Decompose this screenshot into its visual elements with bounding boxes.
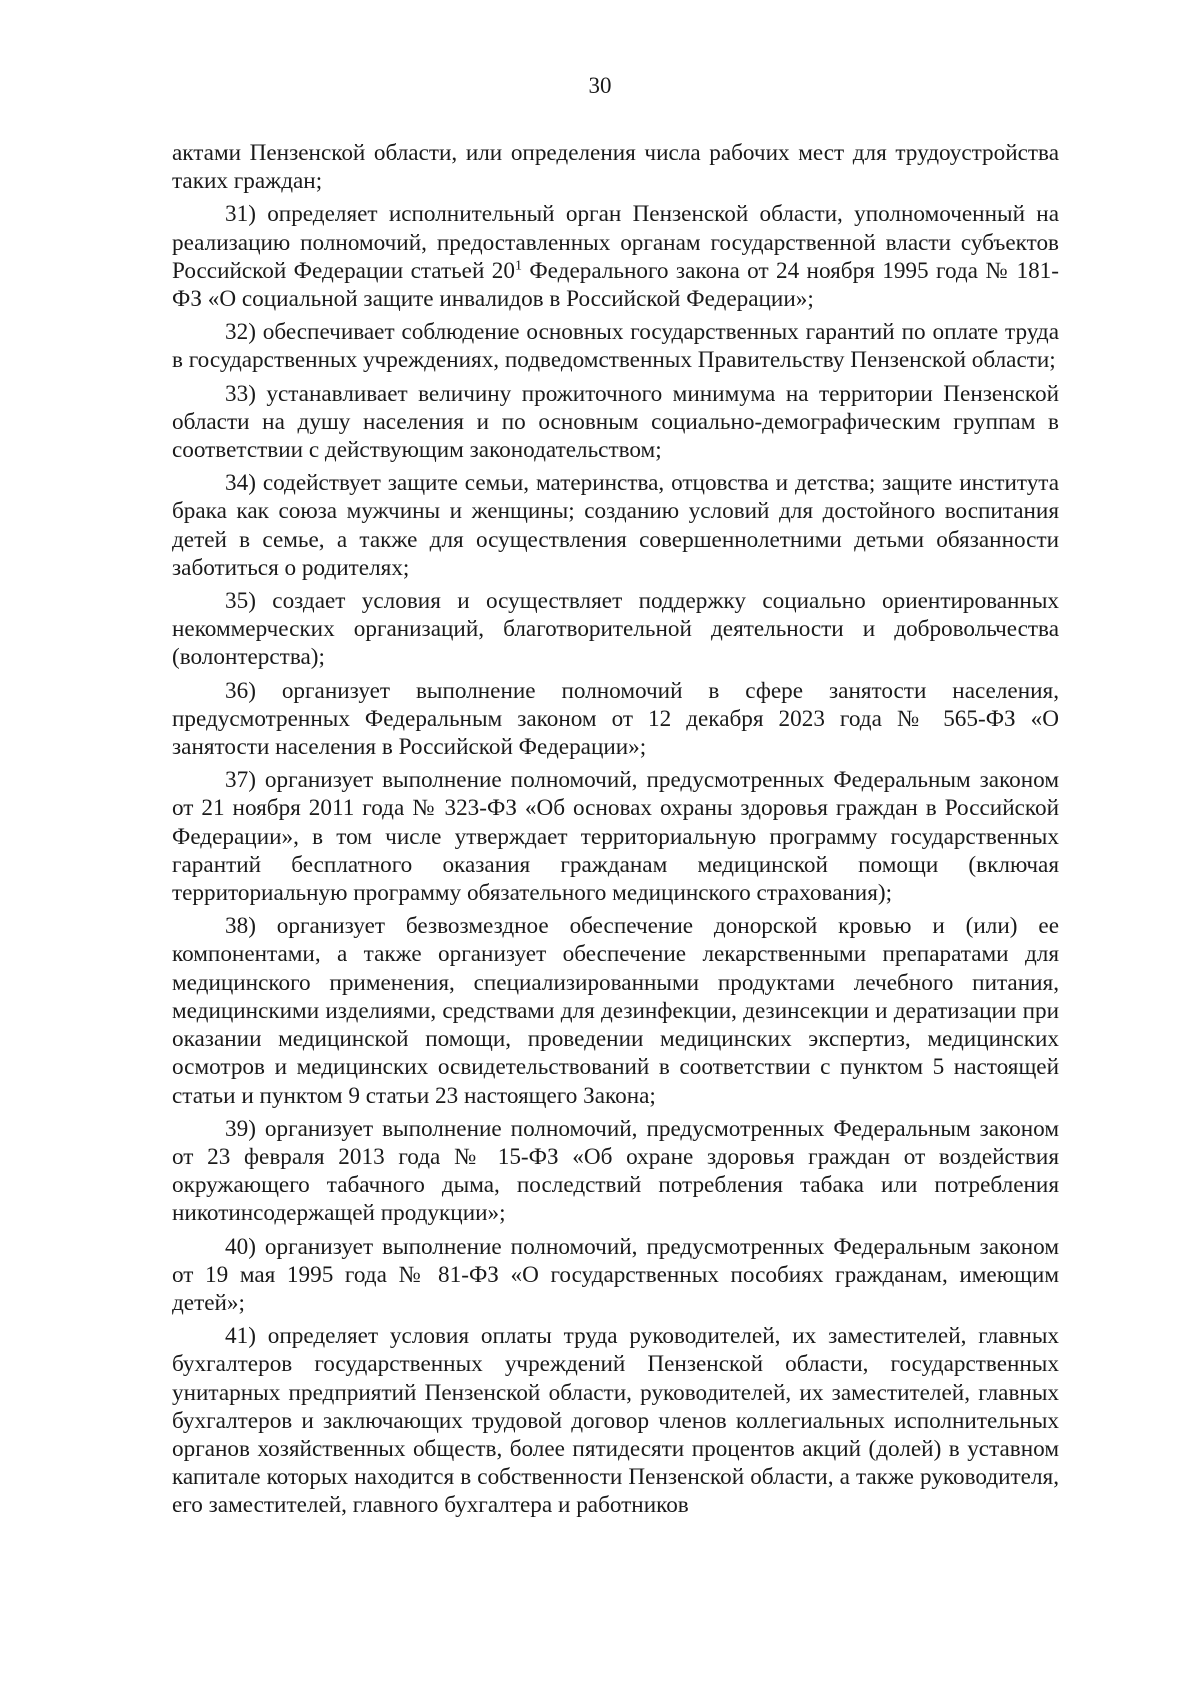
paragraph-33: 33) устанавливает величину прожиточного минимума на территории Пензенской области на душу населения и по основным социально-демографическим группам в соответствии с действующим законодательством; [172,380,1059,464]
paragraph-40: 40) организует выполнение полномочий, предусмотренных Федеральным законом от 19 мая 1995 года № 81-ФЗ «О государственных пособиях гражданам, имеющим детей»; [172,1233,1059,1316]
paragraph-35: 35) создает условия и осуществляет поддержку социально ориентированных некоммерческих организаций, благотворительной деятельности и добровольчества (волонтерства); [172,588,1059,671]
document-body [172,139,1059,1525]
paragraph-41: 41) определяет условия оплаты труда руководителей, их заместителей, главных бухгалтеров государственных учреждений Пензенской области, государственных унитарных предприятий Пензенской области, руководителей, их заместителей, главных бухгалтеров и заключающих трудовой договор членов коллегиальных исполнительных органов хозяйственных обществ, более пятидесяти процентов акций (долей) в уставном капитале которых находится в собственности Пензенской области, а также руководителя, его заместителей, главного бухгалтера и работников [172,1323,1059,1519]
superscript-article-index: 1 [514,258,522,274]
paragraph-continuation: актами Пензенской области, или определения числа рабочих мест для трудоустройства таких граждан; [172,140,1059,195]
paragraph-34: 34) содействует защите семьи, материнства, отцовства и детства; защите института брака как союза мужчины и женщины; созданию условий для достойного воспитания детей в семье, а также для осуществления совершеннолетними детьми обязанности заботиться о родителях; [172,470,1059,581]
page-number: 30 [588,73,612,98]
paragraph-39: 39) организует выполнение полномочий, предусмотренных Федеральным законом от 23 февраля 2013 года № 15-ФЗ «Об охране здоровья граждан от воздействия окружающего табачного дыма, последствий потребления табака или потребления никотинсодержащей продукции»; [172,1115,1059,1227]
paragraph-31-part-2: Федерального закона от 24 ноября 1995 года № 181-ФЗ «О социальной защите инвалидов в Российской Федерации»; [172,257,1059,313]
paragraph-31-part-1: 31) определяет исполнительный орган Пензенской области, уполномоченный на реализацию полномочий, предоставленных органам государственной власти субъектов Российской Федерации статьей 20 [172,201,1059,284]
paragraph-38: 38) организует безвозмездное обеспечение донорской кровью и (или) ее компонентами, а также организует обеспечение лекарственными препаратами для медицинского применения, специализированными продуктами лечебного питания, медицинскими изделиями, средствами для дезинфекции, дезинсекции и дератизации при оказании медицинской помощи, проведении медицинских экспертиз, медицинских осмотров и медицинских освидетельствований в соответствии с пунктом 5 настоящей статьи и пунктом 9 статьи 23 настоящего Закона; [172,913,1059,1109]
paragraph-32: 32) обеспечивает соблюдение основных государственных гарантий по оплате труда в государственных учреждениях, подведомственных Правительству Пензенской области; [172,319,1059,374]
paragraph-31 [172,200,1059,313]
paragraph-37: 37) организует выполнение полномочий, предусмотренных Федеральным законом от 21 ноября 2011 года № 323-ФЗ «Об основах охраны здоровья граждан в Российской Федерации», в том числе утверждает территориальную программу государственных гарантий бесплатного оказания гражданам медицинской помощи (включая территориальную программу обязательного медицинского страхования); [172,767,1059,907]
paragraph-36: 36) организует выполнение полномочий в сфере занятости населения, предусмотренных Федеральным законом от 12 декабря 2023 года № 565-ФЗ «О занятости населения в Российской Федерации»; [172,677,1059,761]
